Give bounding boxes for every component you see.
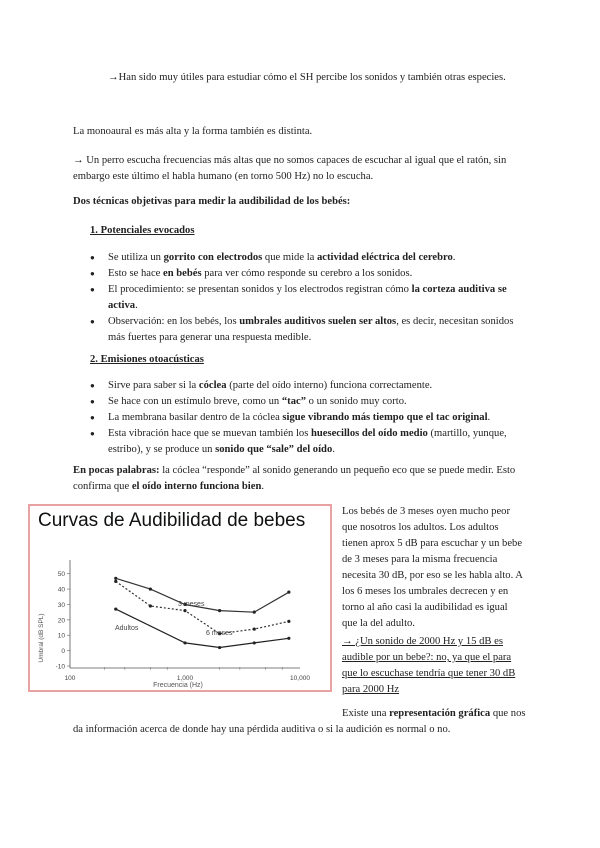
y-tick-label: 20 <box>57 617 65 625</box>
list-item: ● La membrana basilar dentro de la cóclea sigue vibrando más tiempo que el tac original. <box>90 410 530 426</box>
list-item: ● Sirve para saber si la cóclea (parte del oído interno) funciona correctamente. <box>90 378 530 394</box>
side-paragraph: Los bebés de 3 meses oyen mucho peor que nosotros los adultos. Los adultos tienen aprox 5 dB para escuchar y un bebe de 3 meses para la misma frecuencia necesita 30 dB, por eso se les habla alto. A los 6 meses los umbrales decrecen y en torno al año casi la audibilidad es igual que la del adulto. <box>342 506 523 629</box>
x-tick-label: 10,000 <box>290 675 310 682</box>
y-tick-label: 30 <box>57 601 65 609</box>
x-tick-label: 100 <box>64 675 76 682</box>
series-6-meses-point <box>149 604 152 607</box>
series-6-meses-point <box>114 580 117 583</box>
audibility-chart <box>30 506 330 690</box>
monoaural-text: La monoaural es más alta y la forma también es distinta. <box>73 126 313 137</box>
label-3-meses: 3 meses <box>178 601 205 608</box>
side-question: → ¿Un sonido de 2000 Hz y 15 dB es audible por un bebe?: no, ya que el para que lo escuchase tendría que tener 30 dB para 2000 Hz <box>342 636 516 695</box>
y-tick-label: 50 <box>57 571 65 579</box>
tecnicas-heading <box>73 194 543 210</box>
series-3-meses-point <box>149 587 152 590</box>
label-adultos: Adultos <box>115 625 139 632</box>
series-6-meses-point <box>253 627 256 630</box>
series-adultos-line <box>116 609 289 647</box>
series-3-meses-point <box>253 611 256 614</box>
series-adultos-point <box>183 641 186 644</box>
x-tick-label: 1,000 <box>176 675 194 682</box>
figure-title: Curvas de Audibilidad de bebes <box>38 510 306 531</box>
list-item: ● Se utiliza un gorrito con electrodos que mide la actividad eléctrica del cerebro. <box>90 250 530 266</box>
y-tick-label: -10 <box>55 663 65 671</box>
series-3-meses-point <box>114 577 117 580</box>
perro-text: → Un perro escucha frecuencias más altas que no somos capaces de escuchar al igual que el ratón, sin embargo este último el habla humano (en torno 500 Hz) no lo escucha. <box>73 155 507 182</box>
list-item: ● Se hace con un estímulo breve, como un “tac” o un sonido muy corto. <box>90 394 530 410</box>
series-6-meses-point <box>287 620 290 623</box>
section2-list <box>90 378 530 458</box>
x-axis-label: Frecuencia (Hz) <box>153 682 203 689</box>
y-axis-label: Umbral (dB SPL) <box>38 613 45 663</box>
summary-text: En pocas palabras: la cóclea “responde” al sonido generando un pequeño eco que se puede medir. Esto confirma que el oído interno funciona bien. <box>73 465 516 492</box>
series-3-meses-point <box>218 609 221 612</box>
list-item: ● Esta vibración hace que se muevan también los huesecillos del oído medio (martillo, yunque, estribo), y se produce un sonido que “sale” del oído. <box>90 426 530 458</box>
list-item: ● Esto se hace en bebés para ver cómo responde su cerebro a los sonidos. <box>90 266 530 282</box>
intro-arrow-text: →Han sido muy útiles para estudiar cómo el SH percibe los sonidos y también otras especies. <box>108 72 506 83</box>
audibility-figure <box>28 504 332 692</box>
y-tick-label: 0 <box>61 648 65 656</box>
y-tick-label: 40 <box>57 586 65 594</box>
series-adultos-point <box>218 646 221 649</box>
final-text: Existe una representación gráfica que nos da información acerca de donde hay una pérdida auditiva o si la audición es normal o no. <box>73 708 526 735</box>
list-item: ● El procedimiento: se presentan sonidos y los electrodos registran cómo la corteza auditiva se activa. <box>90 282 530 314</box>
series-6-meses-point <box>183 609 186 612</box>
list-item: ● Observación: en los bebés, los umbrales auditivos suelen ser altos, es decir, necesitan sonidos más fuertes para generar una respuesta medible. <box>90 314 530 346</box>
label-6-meses: 6 meses <box>206 630 233 637</box>
series-adultos-point <box>287 637 290 640</box>
section1-title: 1. Potenciales evocados <box>90 225 195 236</box>
tecnicas-heading-text: Dos técnicas objetivas para medir la audibilidad de los bebés: <box>73 196 351 207</box>
y-tick-label: 10 <box>57 632 65 640</box>
series-adultos-point <box>253 641 256 644</box>
section1-list <box>90 250 530 346</box>
series-3-meses-point <box>287 591 290 594</box>
section2-title: 2. Emisiones otoacústicas <box>90 354 204 365</box>
series-adultos-point <box>114 607 117 610</box>
chart-axes <box>56 560 311 682</box>
chart-lines <box>114 577 290 649</box>
